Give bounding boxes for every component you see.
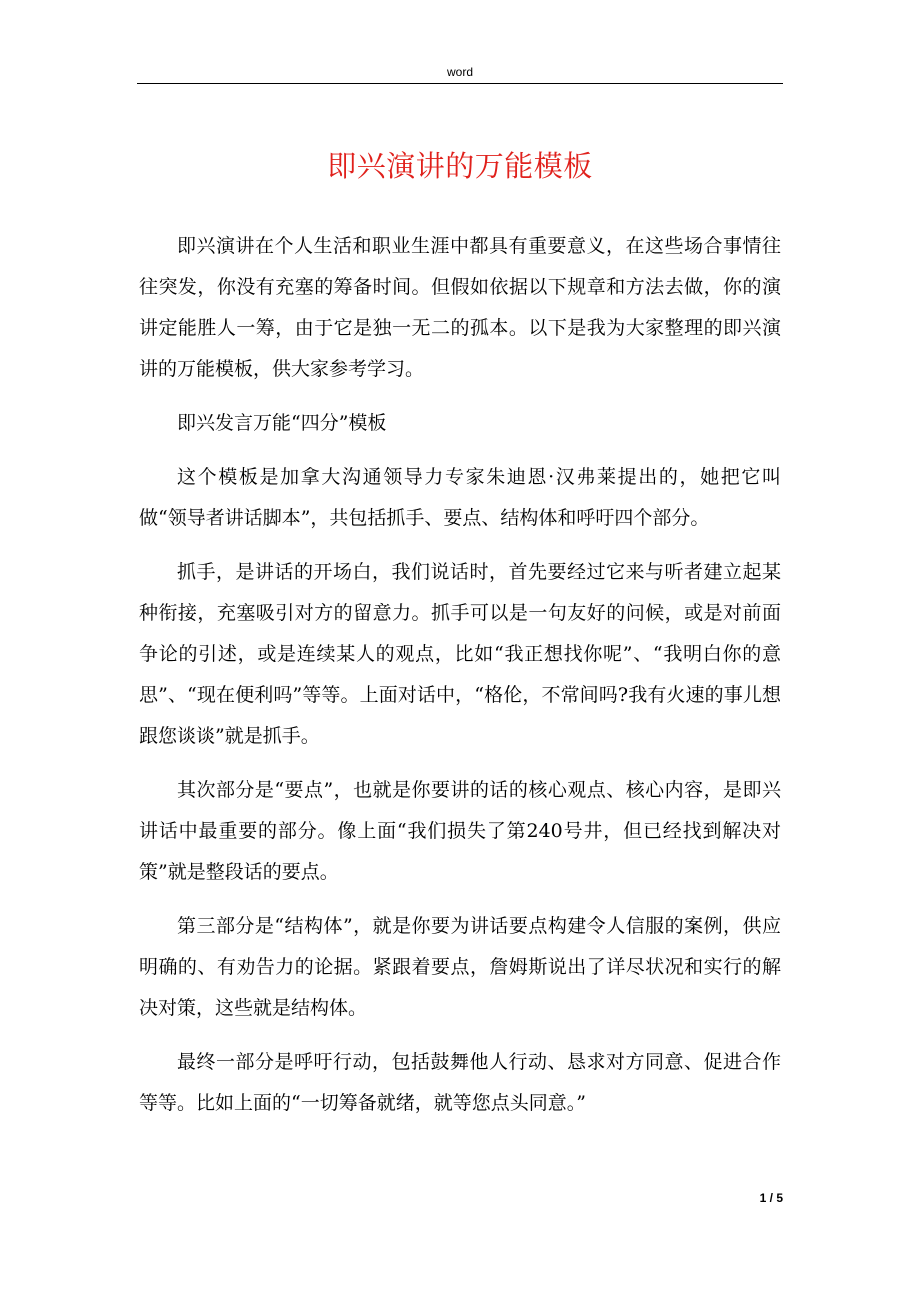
- document-body: [139, 226, 781, 1137]
- paragraph-hook: 抓手，是讲话的开场白，我们说话时，首先要经过它来与听者建立起某种衔接，充塞吸引对方的留意力。抓手可以是一句友好的问候，或是对前面争论的引述，或是连续某人的观点，比如“我正想找你呢”、“我明白你的意思”、“现在便利吗”等等。上面对话中，“格伦，不常间吗?我有火速的事儿想跟您谈谈”就是抓手。: [139, 561, 781, 747]
- paragraph-key-point: 其次部分是“要点”，也就是你要讲的话的核心观点、核心内容，是即兴讲话中最重要的部分。像上面“我们损失了第240号井，但已经找到解决对策”就是整段话的要点。: [139, 779, 781, 883]
- paragraph-intro: 即兴演讲在个人生活和职业生涯中都具有重要意义，在这些场合事情往往突发，你没有充塞的筹备时间。但假如依据以下规章和方法去做，你的演讲定能胜人一筹，由于它是独一无二的孤本。以下是我为大家整理的即兴演讲的万能模板，供大家参考学习。: [139, 235, 781, 380]
- paragraph-call-to-action: 最终一部分是呼吁行动，包括鼓舞他人行动、恳求对方同意、促进合作等等。比如上面的“一切筹备就绪，就等您点头同意。”: [139, 1051, 781, 1114]
- paragraph-template-origin: 这个模板是加拿大沟通领导力专家朱迪恩·汉弗莱提出的，她把它叫做“领导者讲话脚本”，共包括抓手、要点、结构体和呼吁四个部分。: [139, 466, 781, 529]
- page-number: 1 / 5: [759, 1191, 783, 1205]
- paragraph-structure: 第三部分是“结构体”，就是你要为讲话要点构建令人信服的案例，供应明确的、有劝告力的论据。紧跟着要点，詹姆斯说出了详尽状况和实行的解决对策，这些就是结构体。: [139, 915, 781, 1019]
- page-header-label: word: [446, 65, 473, 79]
- document-title: 即兴演讲的万能模板: [327, 149, 593, 183]
- paragraph-template-heading: 即兴发言万能“四分”模板: [177, 412, 387, 434]
- header-divider: [137, 83, 783, 84]
